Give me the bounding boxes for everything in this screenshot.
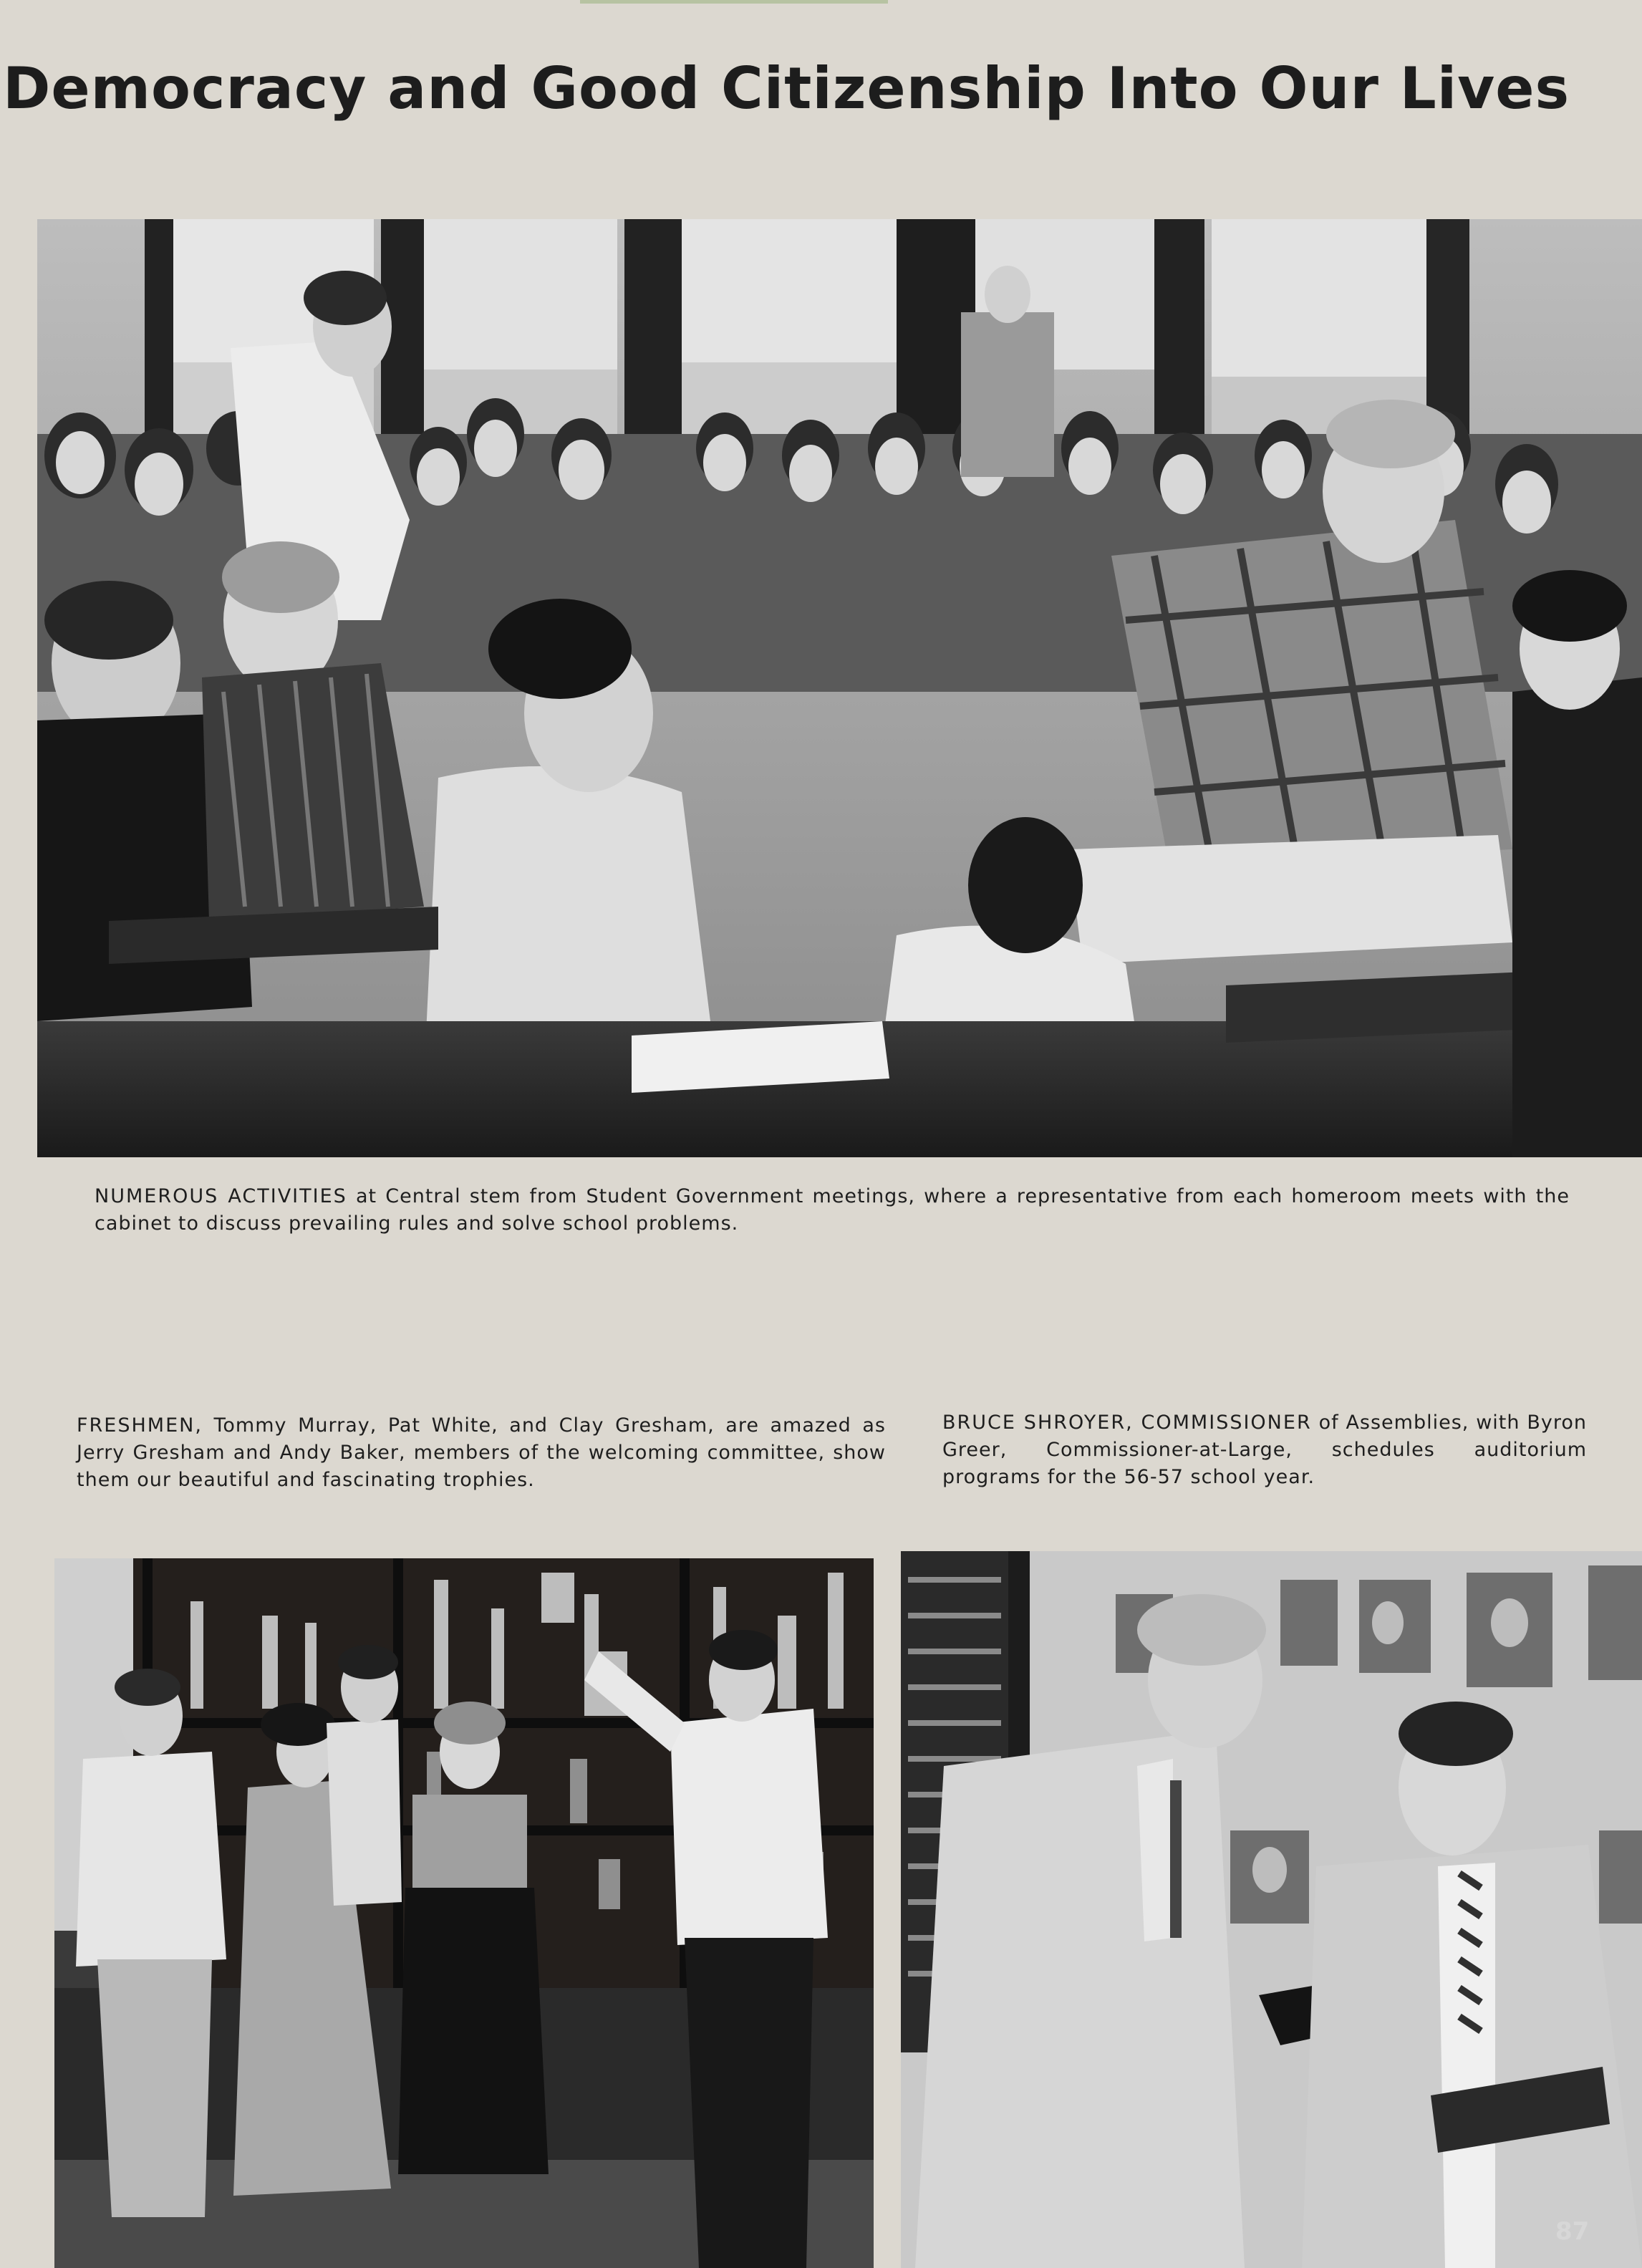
caption-lead: FRESHMEN,	[77, 1414, 203, 1437]
page-number: 87	[1555, 2217, 1590, 2246]
caption-student-government	[95, 1183, 1570, 1237]
photo-assemblies-office	[901, 1551, 1642, 2268]
classroom-photo-image	[37, 219, 1642, 1157]
caption-text: of Assemblies, with Byron Greer, Commissioner-at-Large, schedules auditorium programs for the 56-57 school year.	[942, 1412, 1587, 1488]
photo-student-government	[37, 219, 1642, 1157]
trophy-photo-image	[54, 1558, 874, 2268]
office-photo-image	[901, 1551, 1642, 2268]
caption-assemblies	[942, 1409, 1587, 1491]
caption-text: Tommy Murray, Pat White, and Clay Gresham, are amazed as Jerry Gresham and Andy Baker, members of the welcoming committee, show them our beautiful and fascinating trophies.	[77, 1414, 886, 1491]
caption-lead: BRUCE SHROYER, COMMISSIONER	[942, 1412, 1312, 1434]
top-edge-mark	[580, 0, 888, 4]
caption-lead: NUMEROUS ACTIVITIES	[95, 1185, 347, 1207]
caption-text: at Central stem from Student Government meetings, where a representative from each homeroom meets with the cabinet to discuss prevailing rules and solve school problems.	[95, 1185, 1570, 1235]
caption-freshmen	[77, 1412, 886, 1494]
page-headline: Democracy and Good Citizenship Into Our Lives	[3, 55, 1570, 122]
photo-trophy-case	[54, 1558, 874, 2268]
